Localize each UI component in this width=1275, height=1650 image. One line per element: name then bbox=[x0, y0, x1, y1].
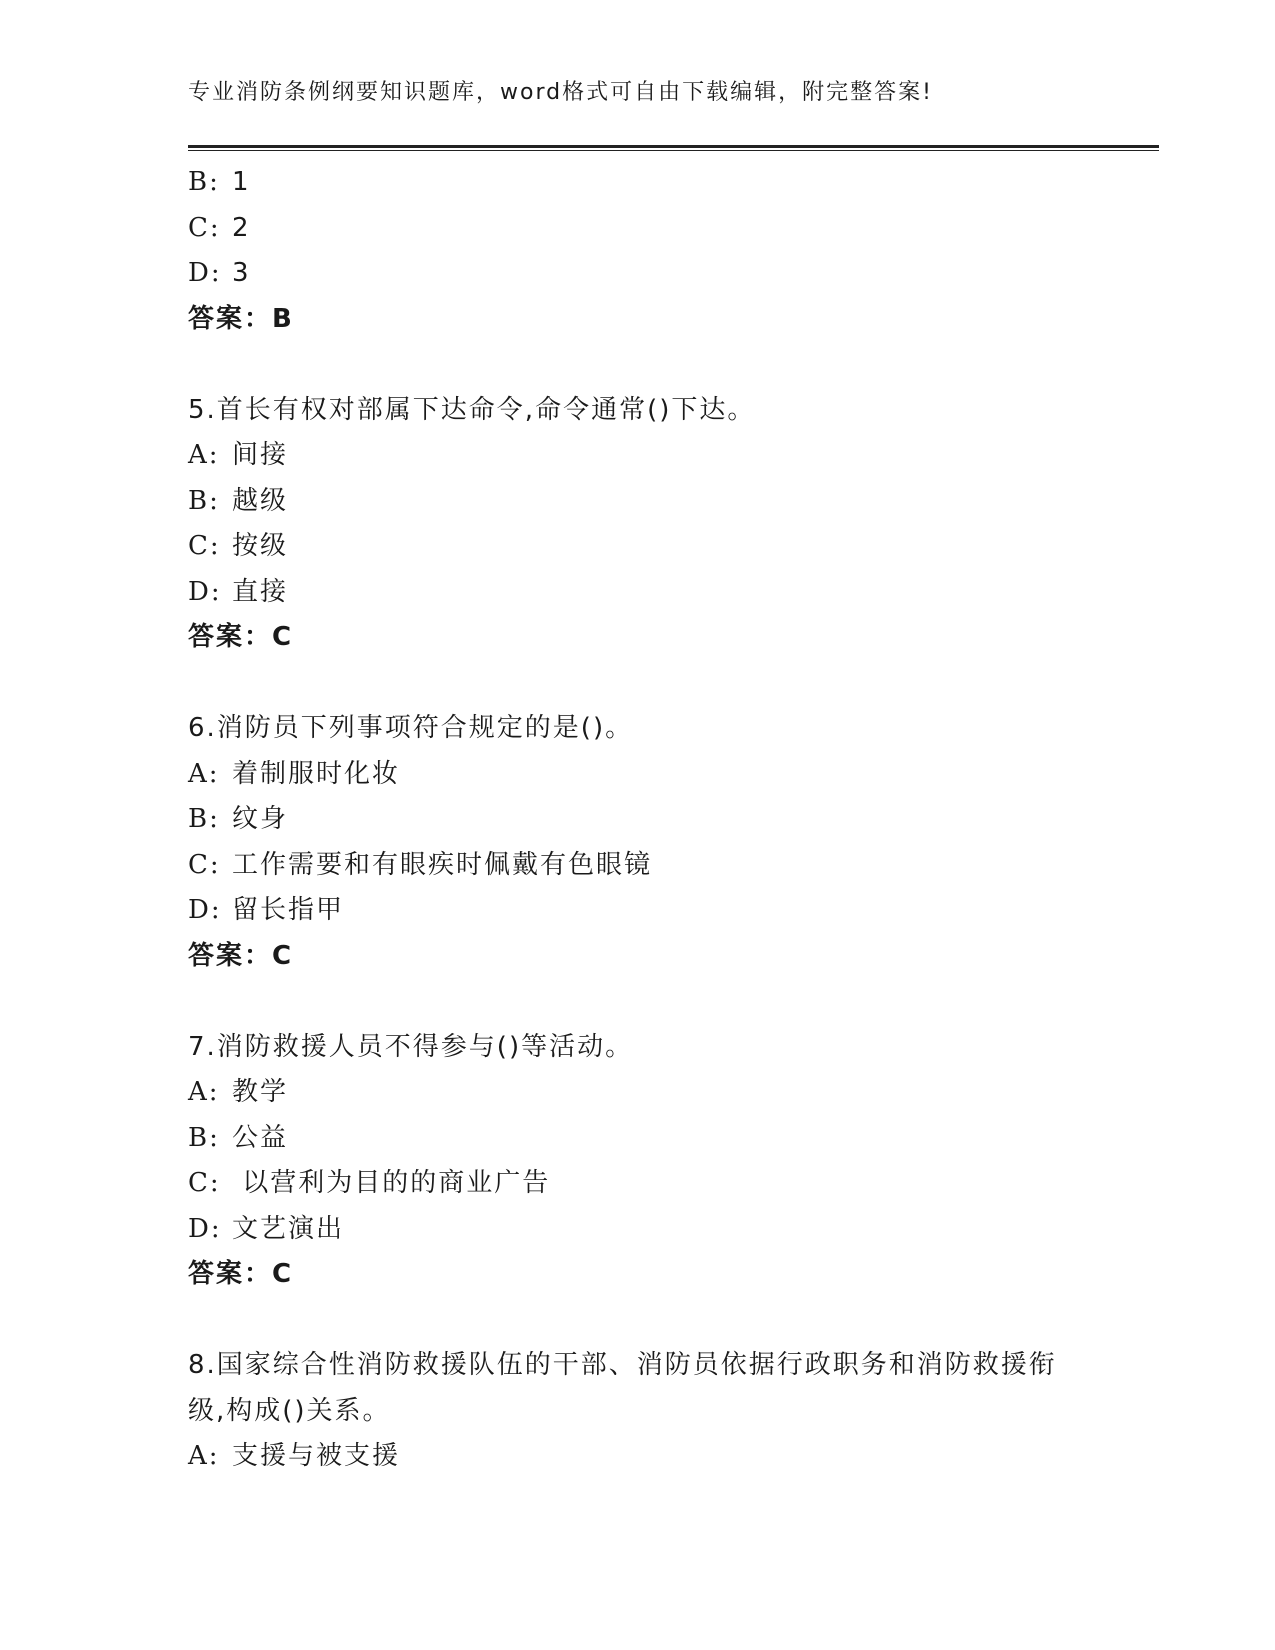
spacer bbox=[188, 979, 1148, 1025]
header-divider bbox=[188, 145, 1159, 151]
option-text: 留长指甲 bbox=[232, 895, 345, 925]
option-text: 着制服时化妆 bbox=[232, 758, 401, 789]
option-letter: D: bbox=[188, 1213, 222, 1244]
answer-line: 答案：C bbox=[188, 940, 294, 971]
option-letter: C: bbox=[188, 212, 221, 243]
option-c bbox=[188, 1161, 1148, 1207]
option-text: 越级 bbox=[232, 485, 289, 516]
option-text: 文艺演出 bbox=[232, 1213, 345, 1244]
option-c bbox=[188, 843, 1148, 889]
option-letter: C: bbox=[188, 531, 221, 561]
option-b bbox=[188, 1116, 1148, 1162]
option-text: 间接 bbox=[232, 440, 289, 470]
option-a bbox=[188, 433, 1148, 479]
option-d bbox=[188, 251, 1148, 297]
document-body bbox=[188, 160, 1148, 1480]
option-a bbox=[188, 1070, 1148, 1116]
option-d bbox=[188, 570, 1148, 616]
option-text: 直接 bbox=[232, 576, 289, 607]
option-letter: B: bbox=[188, 485, 220, 516]
document-header: 专业消防条例纲要知识题库，word格式可自由下载编辑，附完整答案! bbox=[188, 80, 933, 105]
question-text-wrapper bbox=[188, 1343, 1148, 1434]
option-letter: B: bbox=[188, 804, 220, 834]
option-b bbox=[188, 797, 1148, 843]
option-letter: A: bbox=[188, 440, 220, 470]
option-letter: B: bbox=[188, 1122, 220, 1153]
option-d bbox=[188, 1207, 1148, 1253]
spacer bbox=[188, 661, 1148, 707]
answer-line: 答案：C bbox=[188, 622, 294, 652]
option-text: 1 bbox=[232, 167, 251, 197]
option-text: 以营利为目的的商业广告 bbox=[232, 1168, 551, 1198]
question-text: 6.消防员下列事项符合规定的是()。 bbox=[188, 713, 634, 743]
option-letter: C: bbox=[188, 849, 221, 880]
option-letter: A: bbox=[188, 758, 220, 789]
option-text: 3 bbox=[232, 258, 251, 288]
option-text: 2 bbox=[232, 212, 251, 243]
question-7 bbox=[188, 1025, 1148, 1298]
option-a bbox=[188, 752, 1148, 798]
question-text: 7.消防救援人员不得参与()等活动。 bbox=[188, 1031, 634, 1062]
spacer bbox=[188, 1298, 1148, 1344]
option-b bbox=[188, 160, 1148, 206]
option-text: 教学 bbox=[232, 1077, 289, 1107]
option-text: 纹身 bbox=[232, 804, 289, 834]
option-d bbox=[188, 888, 1148, 934]
question-8 bbox=[188, 1343, 1148, 1480]
option-c bbox=[188, 524, 1148, 570]
question-5 bbox=[188, 388, 1148, 661]
answer-line: 答案：C bbox=[188, 1259, 294, 1289]
question-6 bbox=[188, 706, 1148, 979]
option-text: 按级 bbox=[232, 531, 289, 561]
spacer bbox=[188, 342, 1148, 388]
question-text: 5.首长有权对部属下达命令,命令通常()下达。 bbox=[188, 394, 756, 425]
option-letter: C: bbox=[188, 1168, 221, 1198]
question-4-continuation bbox=[188, 160, 1148, 342]
option-letter: D: bbox=[188, 258, 222, 288]
option-letter: D: bbox=[188, 895, 222, 925]
option-letter: A: bbox=[188, 1077, 220, 1107]
option-letter: D: bbox=[188, 576, 222, 607]
question-text: 8.国家综合性消防救援队伍的干部、消防员依据行政职务和消防救援衔级,构成()关系。 bbox=[188, 1350, 1057, 1426]
option-text: 工作需要和有眼疾时佩戴有色眼镜 bbox=[232, 849, 653, 880]
option-a bbox=[188, 1434, 1148, 1480]
option-c bbox=[188, 206, 1148, 252]
option-letter: B: bbox=[188, 167, 220, 197]
option-text: 支援与被支援 bbox=[232, 1441, 401, 1471]
option-b bbox=[188, 479, 1148, 525]
option-letter: A: bbox=[188, 1441, 220, 1471]
option-text: 公益 bbox=[232, 1122, 289, 1153]
answer-line: 答案：B bbox=[188, 303, 294, 334]
